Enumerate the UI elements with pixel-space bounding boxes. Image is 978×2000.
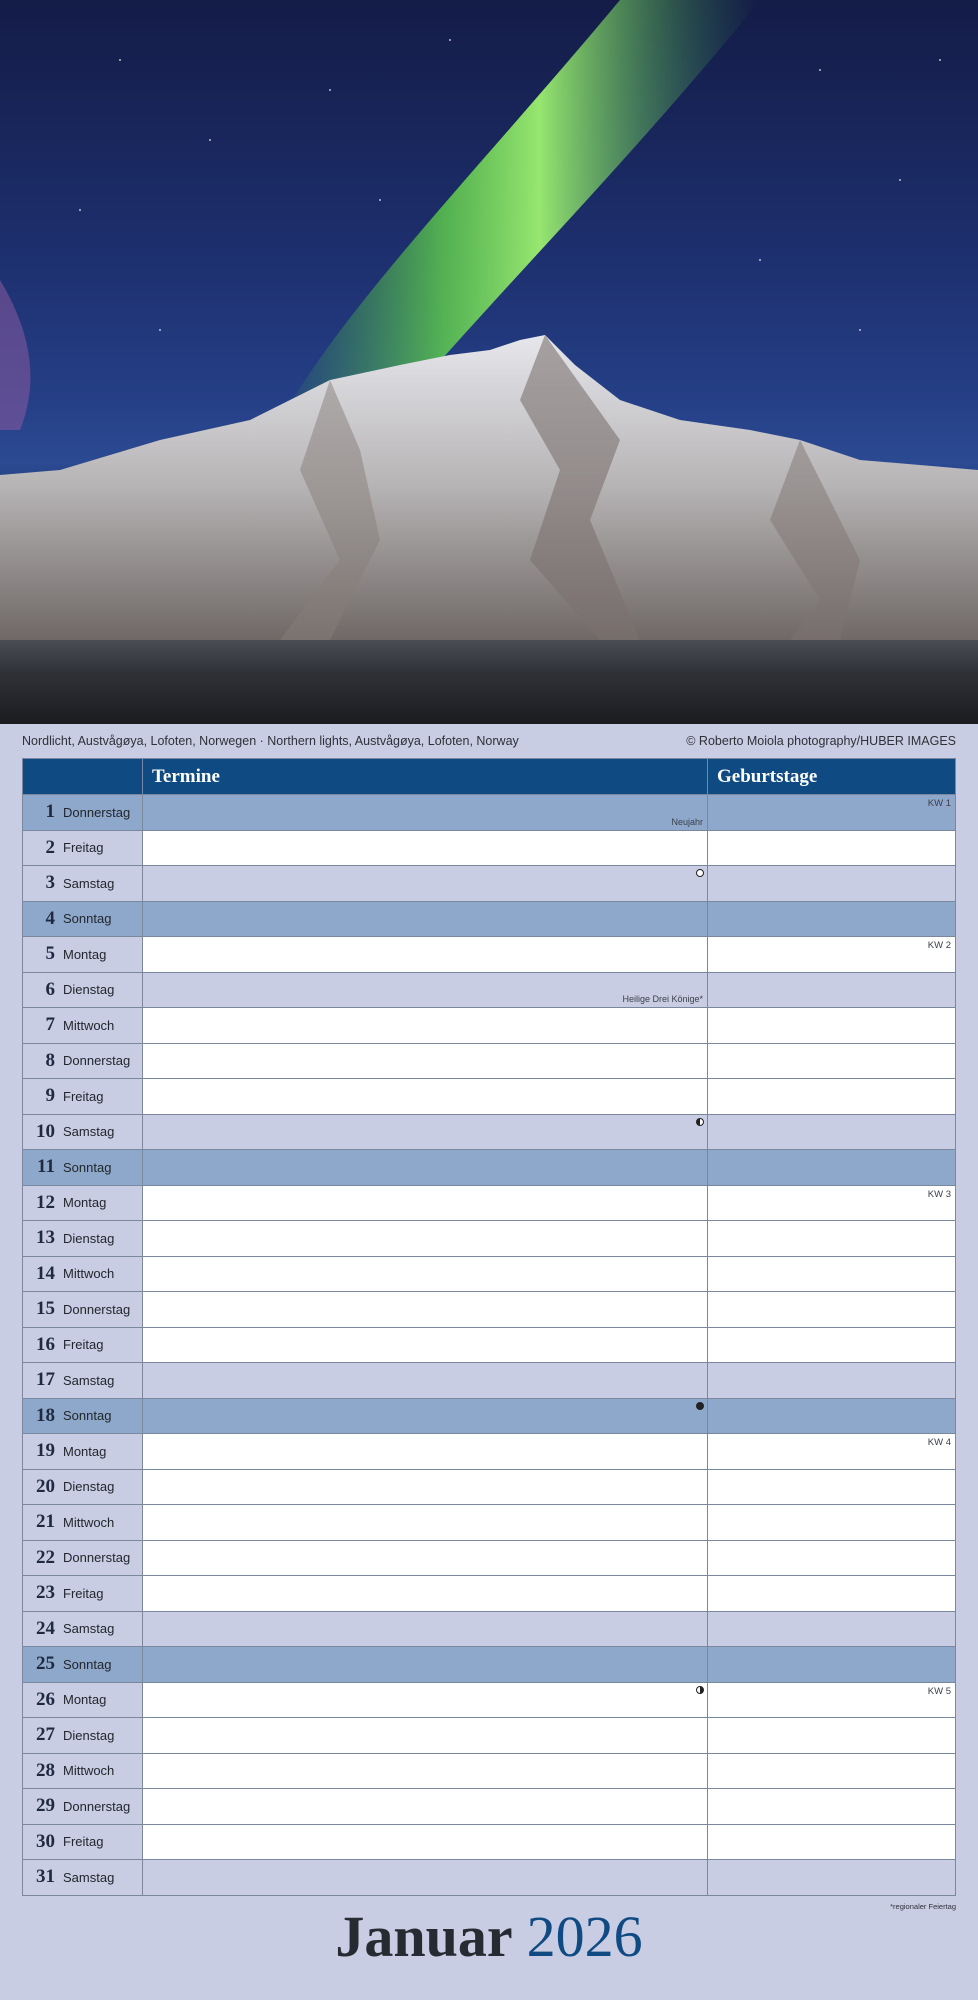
day-row: [23, 972, 955, 1008]
day-cell: [23, 1789, 143, 1824]
day-name: Mittwoch: [63, 1017, 115, 1033]
moon-last-icon: [696, 1118, 704, 1126]
day-name: Samstag: [63, 1372, 115, 1388]
day-name: Donnerstag: [63, 1053, 131, 1069]
day-name: Freitag: [63, 1088, 104, 1104]
day-name: Samstag: [63, 1869, 115, 1885]
geburtstage-cell[interactable]: [708, 1683, 955, 1718]
photo-credit: © Roberto Moiola photography/HUBER IMAGES: [686, 734, 956, 748]
termine-cell[interactable]: [143, 1221, 708, 1256]
geburtstage-cell[interactable]: [708, 973, 955, 1008]
geburtstage-cell[interactable]: [708, 1718, 955, 1753]
day-name: Mittwoch: [63, 1266, 115, 1282]
day-cell: [23, 1470, 143, 1505]
geburtstage-cell[interactable]: [708, 866, 955, 901]
day-cell: [23, 1505, 143, 1540]
holiday-label: Neujahr: [671, 816, 703, 827]
day-number: 6: [45, 978, 55, 1000]
day-number: 21: [36, 1511, 55, 1533]
day-number: 1: [45, 801, 55, 823]
termine-cell[interactable]: [143, 1363, 708, 1398]
termine-cell[interactable]: [143, 937, 708, 972]
geburtstage-cell[interactable]: [708, 902, 955, 937]
day-name: Montag: [63, 1443, 107, 1459]
day-number: 15: [36, 1298, 55, 1320]
day-name: Dienstag: [63, 1479, 115, 1495]
day-row: [23, 1753, 955, 1789]
day-cell: [23, 1257, 143, 1292]
termine-cell[interactable]: [143, 1505, 708, 1540]
geburtstage-cell[interactable]: [708, 1257, 955, 1292]
geburtstage-cell[interactable]: [708, 1292, 955, 1327]
day-row: [23, 1007, 955, 1043]
day-number: 5: [45, 943, 55, 965]
day-cell: [23, 1079, 143, 1114]
day-name: Sonntag: [63, 1159, 112, 1175]
geburtstage-cell[interactable]: [708, 795, 955, 830]
day-name: Montag: [63, 1195, 107, 1211]
day-name: Montag: [63, 1692, 107, 1708]
day-row: [23, 1504, 955, 1540]
day-cell: [23, 795, 143, 830]
day-number: 9: [45, 1085, 55, 1107]
day-number: 18: [36, 1404, 55, 1426]
geburtstage-cell[interactable]: [708, 1754, 955, 1789]
termine-cell[interactable]: [143, 1718, 708, 1753]
geburtstage-cell[interactable]: [708, 1150, 955, 1185]
geburtstage-cell[interactable]: [708, 1399, 955, 1434]
day-name: Sonntag: [63, 1656, 112, 1672]
day-name: Freitag: [63, 840, 104, 856]
day-row: [23, 1114, 955, 1150]
header-geburtstage: Geburtstage: [717, 766, 818, 787]
day-row: [23, 1078, 955, 1114]
day-row: [23, 794, 955, 830]
day-cell: [23, 1328, 143, 1363]
day-name: Dienstag: [63, 1727, 115, 1743]
geburtstage-cell[interactable]: [708, 1505, 955, 1540]
day-number: 28: [36, 1759, 55, 1781]
day-cell: [23, 1576, 143, 1611]
day-number: 25: [36, 1653, 55, 1675]
month-title: [0, 1902, 978, 1972]
termine-cell[interactable]: [143, 1470, 708, 1505]
day-name: Sonntag: [63, 911, 112, 927]
day-cell: [23, 1541, 143, 1576]
day-number: 14: [36, 1262, 55, 1284]
calendar-grid: [22, 758, 956, 1896]
geburtstage-cell[interactable]: [708, 1328, 955, 1363]
week-number: KW 3: [927, 1188, 951, 1200]
day-cell: [23, 1754, 143, 1789]
day-cell: [23, 1292, 143, 1327]
day-number: 31: [36, 1866, 55, 1888]
day-name: Donnerstag: [63, 1301, 131, 1317]
day-row: [23, 1859, 955, 1895]
day-row: [23, 1824, 955, 1860]
calendar-rows: [23, 794, 955, 1895]
calendar-header: [23, 759, 955, 794]
day-row: [23, 1398, 955, 1434]
day-name: Samstag: [63, 1621, 115, 1637]
day-cell: [23, 1647, 143, 1682]
termine-cell[interactable]: [143, 1257, 708, 1292]
footnote: *regionaler Feiertag: [890, 1902, 956, 1911]
day-cell: [23, 1150, 143, 1185]
day-cell: [23, 831, 143, 866]
day-number: 20: [36, 1475, 55, 1497]
termine-cell[interactable]: [143, 831, 708, 866]
day-cell: [23, 1115, 143, 1150]
day-cell: [23, 1612, 143, 1647]
day-row: [23, 1682, 955, 1718]
day-cell: [23, 1363, 143, 1398]
day-number: 7: [45, 1014, 55, 1036]
day-cell: [23, 1683, 143, 1718]
termine-cell[interactable]: [143, 1860, 708, 1895]
termine-cell[interactable]: [143, 1328, 708, 1363]
day-cell: [23, 1044, 143, 1079]
day-row: [23, 1220, 955, 1256]
termine-cell[interactable]: [143, 1789, 708, 1824]
day-number: 13: [36, 1227, 55, 1249]
termine-cell[interactable]: [143, 902, 708, 937]
day-number: 16: [36, 1333, 55, 1355]
day-name: Donnerstag: [63, 804, 131, 820]
day-name: Freitag: [63, 1834, 104, 1850]
cover-photo: [0, 0, 978, 724]
day-cell: [23, 973, 143, 1008]
termine-cell[interactable]: [143, 1825, 708, 1860]
day-number: 10: [36, 1120, 55, 1142]
header-day-column: [23, 759, 143, 794]
day-row: [23, 1185, 955, 1221]
day-cell: [23, 937, 143, 972]
day-row: [23, 1327, 955, 1363]
geburtstage-cell[interactable]: [708, 831, 955, 866]
termine-cell[interactable]: [143, 1683, 708, 1718]
day-name: Montag: [63, 946, 107, 962]
day-row: [23, 1433, 955, 1469]
termine-cell[interactable]: [143, 1292, 708, 1327]
aurora-landscape-illustration: [0, 0, 978, 724]
geburtstage-cell[interactable]: [708, 1363, 955, 1398]
day-cell: [23, 1718, 143, 1753]
day-number: 4: [45, 907, 55, 929]
day-number: 17: [36, 1369, 55, 1391]
geburtstage-cell[interactable]: [708, 1541, 955, 1576]
day-row: [23, 1149, 955, 1185]
day-cell: [23, 1221, 143, 1256]
day-row: [23, 865, 955, 901]
termine-cell[interactable]: [143, 1079, 708, 1114]
geburtstage-cell[interactable]: [708, 1221, 955, 1256]
day-name: Mittwoch: [63, 1763, 115, 1779]
day-number: 24: [36, 1617, 55, 1639]
day-row: [23, 830, 955, 866]
termine-cell[interactable]: [143, 1647, 708, 1682]
geburtstage-cell[interactable]: [708, 1079, 955, 1114]
day-name: Donnerstag: [63, 1550, 131, 1566]
day-row: [23, 1646, 955, 1682]
day-name: Sonntag: [63, 1408, 112, 1424]
geburtstage-cell[interactable]: [708, 1186, 955, 1221]
month-name: Januar: [335, 1904, 513, 1969]
geburtstage-cell[interactable]: [708, 1860, 955, 1895]
geburtstage-cell[interactable]: [708, 1434, 955, 1469]
day-row: [23, 1291, 955, 1327]
day-number: 3: [45, 872, 55, 894]
geburtstage-cell[interactable]: [708, 1825, 955, 1860]
day-cell: [23, 902, 143, 937]
day-name: Freitag: [63, 1337, 104, 1353]
day-number: 22: [36, 1546, 55, 1568]
day-row: [23, 1540, 955, 1576]
termine-cell[interactable]: [143, 1541, 708, 1576]
geburtstage-cell[interactable]: [708, 1647, 955, 1682]
day-number: 12: [36, 1191, 55, 1213]
day-cell: [23, 1434, 143, 1469]
day-row: [23, 1788, 955, 1824]
geburtstage-cell[interactable]: [708, 1115, 955, 1150]
moon-full-icon: [696, 869, 704, 877]
day-name: Samstag: [63, 1124, 115, 1140]
geburtstage-cell[interactable]: [708, 937, 955, 972]
day-number: 23: [36, 1582, 55, 1604]
termine-cell[interactable]: [143, 1186, 708, 1221]
day-name: Dienstag: [63, 1230, 115, 1246]
termine-cell[interactable]: [143, 1399, 708, 1434]
termine-cell[interactable]: [143, 1044, 708, 1079]
termine-cell[interactable]: [143, 1150, 708, 1185]
day-number: 19: [36, 1440, 55, 1462]
day-row: [23, 1717, 955, 1753]
day-name: Freitag: [63, 1585, 104, 1601]
week-number: KW 2: [927, 940, 951, 951]
day-number: 30: [36, 1830, 55, 1852]
holiday-label: Heilige Drei Könige*: [622, 994, 703, 1004]
day-row: [23, 936, 955, 972]
geburtstage-cell[interactable]: [708, 1044, 955, 1079]
day-cell: [23, 1860, 143, 1895]
photo-caption-row: [22, 732, 956, 752]
day-row: [23, 1256, 955, 1292]
day-number: 29: [36, 1795, 55, 1817]
termine-cell[interactable]: [143, 1754, 708, 1789]
geburtstage-cell[interactable]: [708, 1789, 955, 1824]
geburtstage-cell[interactable]: [708, 1576, 955, 1611]
day-number: 11: [37, 1156, 55, 1178]
day-cell: [23, 1008, 143, 1043]
day-cell: [23, 1186, 143, 1221]
termine-cell[interactable]: [143, 1612, 708, 1647]
termine-cell[interactable]: [143, 1576, 708, 1611]
photo-caption: Nordlicht, Austvågøya, Lofoten, Norwegen · Northern lights, Austvågøya, Lofoten, Norway: [22, 734, 519, 748]
day-row: [23, 1611, 955, 1647]
day-name: Donnerstag: [63, 1798, 131, 1814]
termine-cell[interactable]: [143, 866, 708, 901]
day-cell: [23, 1399, 143, 1434]
year: 2026: [526, 1904, 643, 1969]
day-name: Dienstag: [63, 982, 115, 998]
day-number: 27: [36, 1724, 55, 1746]
header-termine: Termine: [143, 759, 708, 794]
day-number: 2: [45, 836, 55, 858]
week-number: KW 4: [927, 1437, 951, 1448]
day-name: Samstag: [63, 875, 115, 891]
geburtstage-cell[interactable]: [708, 1008, 955, 1043]
moon-first-icon: [696, 1686, 704, 1694]
termine-cell[interactable]: [143, 973, 708, 1008]
day-row: [23, 901, 955, 937]
geburtstage-cell[interactable]: [708, 1612, 955, 1647]
termine-cell[interactable]: [143, 1008, 708, 1043]
day-name: Mittwoch: [63, 1514, 115, 1530]
day-cell: [23, 866, 143, 901]
day-number: 8: [45, 1049, 55, 1071]
day-number: 26: [36, 1688, 55, 1710]
week-number: KW 5: [927, 1685, 951, 1697]
moon-new-icon: [696, 1402, 704, 1410]
geburtstage-cell[interactable]: [708, 1470, 955, 1505]
day-row: [23, 1043, 955, 1079]
day-row: [23, 1362, 955, 1398]
day-row: [23, 1469, 955, 1505]
termine-cell[interactable]: [143, 1115, 708, 1150]
week-number: KW 1: [927, 798, 951, 809]
day-row: [23, 1575, 955, 1611]
termine-cell[interactable]: [143, 795, 708, 830]
day-cell: [23, 1825, 143, 1860]
termine-cell[interactable]: [143, 1434, 708, 1469]
